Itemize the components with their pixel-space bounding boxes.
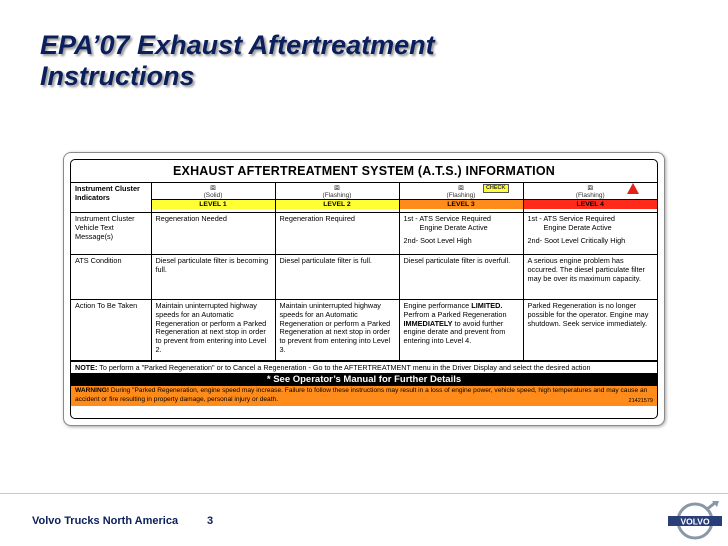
ats-info-table [71, 183, 657, 361]
level-2-bar: LEVEL 2 [276, 199, 399, 209]
level-3-action-text-1: Engine performance [403, 301, 472, 310]
warning-text: During "Parked Regeneration, engine speed may increase. Failure to follow these instructions may result in a loss of engine power, vehicle speed, high temperatures and may cause an accident or fire resulting in property damage, personal injury or death. [75, 387, 648, 403]
ats-condition-row [71, 255, 657, 300]
level-1-mode: (Solid) [203, 192, 223, 199]
note-label: NOTE: [75, 363, 98, 372]
ats-information-label [63, 152, 665, 426]
dpf-filter-icon: ⧈ [458, 183, 464, 192]
level-4-condition: A serious engine problem has occurred. The diesel particulate filter may be over its maximum capacity. [523, 255, 657, 300]
ats-condition-row-header: ATS Condition [71, 255, 151, 300]
ats-label-header: EXHAUST AFTERTREATMENT SYSTEM (A.T.S.) INFORMATION [71, 160, 657, 183]
level-2-message: Regeneration Required [275, 213, 399, 255]
indicator-header-text: Instrument Cluster Indicators [75, 184, 140, 202]
check-engine-badge: CHECK [483, 184, 509, 193]
slide-title-line-2: Instructions [40, 61, 195, 91]
level-3-message-line-2: Engine Derate Active [419, 222, 488, 232]
level-4-indicator [523, 183, 657, 213]
warning-panel [71, 386, 657, 406]
level-3-action-text-3: to avoid further engine derate and prevent from entering into Level 4. [403, 318, 506, 346]
action-row [71, 300, 657, 361]
note-row [71, 361, 657, 373]
level-4-message [523, 213, 657, 255]
part-number: 21421579 [628, 397, 653, 404]
level-3-indicator [399, 183, 523, 213]
level-4-action: Parked Regeneration is no longer possible for the operator. Engine may shutdown. Seek service immediately. [523, 300, 657, 361]
level-2-condition: Diesel particulate filter is full. [275, 255, 399, 300]
volvo-logo-text: VOLVO [680, 516, 710, 527]
level-2-mode: (Flashing) [322, 192, 352, 199]
level-3-bar: LEVEL 3 [400, 199, 523, 209]
dpf-filter-icon: ⧈ [210, 183, 216, 192]
level-3-condition: Diesel particulate filter is overfull. [399, 255, 523, 300]
level-1-condition: Diesel particulate filter is becoming full. [151, 255, 275, 300]
slide-title-line-1: EPA’07 Exhaust Aftertreatment [40, 30, 435, 60]
level-3-message-line-1: 1st - ATS Service Required [403, 214, 491, 223]
warning-label: WARNING! [75, 387, 110, 394]
level-3-message-line-3: 2nd- Soot Level High [403, 235, 472, 245]
slide-title [40, 30, 640, 92]
level-3-action-text-2: Perfrom a Parked Regeneration [403, 309, 507, 319]
warning-triangle-icon [627, 183, 639, 194]
level-3-mode: (Flashing) [446, 192, 476, 199]
level-3-action-immediately: IMMEDIATELY [403, 318, 453, 328]
level-3-action [399, 300, 523, 361]
level-4-message-line-3: 2nd- Soot Level Critically High [527, 235, 626, 245]
level-4-mode: (Flashing) [575, 192, 605, 199]
dpf-filter-icon: ⧈ [334, 183, 340, 192]
page-number: 3 [207, 515, 214, 527]
ats-label-frame [70, 159, 658, 419]
level-1-bar: LEVEL 1 [152, 199, 275, 209]
level-3-message [399, 213, 523, 255]
dpf-filter-icon: ⧈ [587, 183, 594, 192]
action-row-header: Action To Be Taken [71, 300, 151, 361]
level-4-bar: LEVEL 4 [524, 199, 658, 209]
level-3-action-limited: LIMITED. [471, 301, 503, 310]
footer-divider [0, 493, 728, 494]
level-1-message: Regeneration Needed [151, 213, 275, 255]
level-2-action: Maintain uninterrupted highway speeds for an Automatic Regeneration or perform a Parked Regeneration at next stop in order to prevent from entering into Level 3. [275, 300, 399, 361]
footer-brand: Volvo Trucks North America [32, 515, 179, 527]
indicator-row [71, 183, 657, 213]
volvo-logo-icon [666, 501, 724, 541]
text-message-row-header: Instrument Cluster Vehicle Text Message(s) [71, 213, 151, 255]
text-message-row [71, 213, 657, 255]
note-text: To perform a "Parked Regeneration" or to Cancel a Regeneration - Go to the AFTERTREATMENT menu in the Driver Display and select the desired action [97, 363, 591, 372]
level-2-indicator [275, 183, 399, 213]
level-1-indicator [151, 183, 275, 213]
indicator-row-header [71, 183, 151, 213]
operators-manual-banner: * See Operator’s Manual for Further Details [71, 373, 657, 386]
level-1-action: Maintain uninterrupted highway speeds for an Automatic Regeneration or perform a Parked Regeneration at next stop in order to prevent from entering into Level 2. [151, 300, 275, 361]
level-4-message-line-2: Engine Derate Active [543, 222, 612, 232]
level-4-message-line-1: 1st - ATS Service Required [527, 214, 615, 223]
